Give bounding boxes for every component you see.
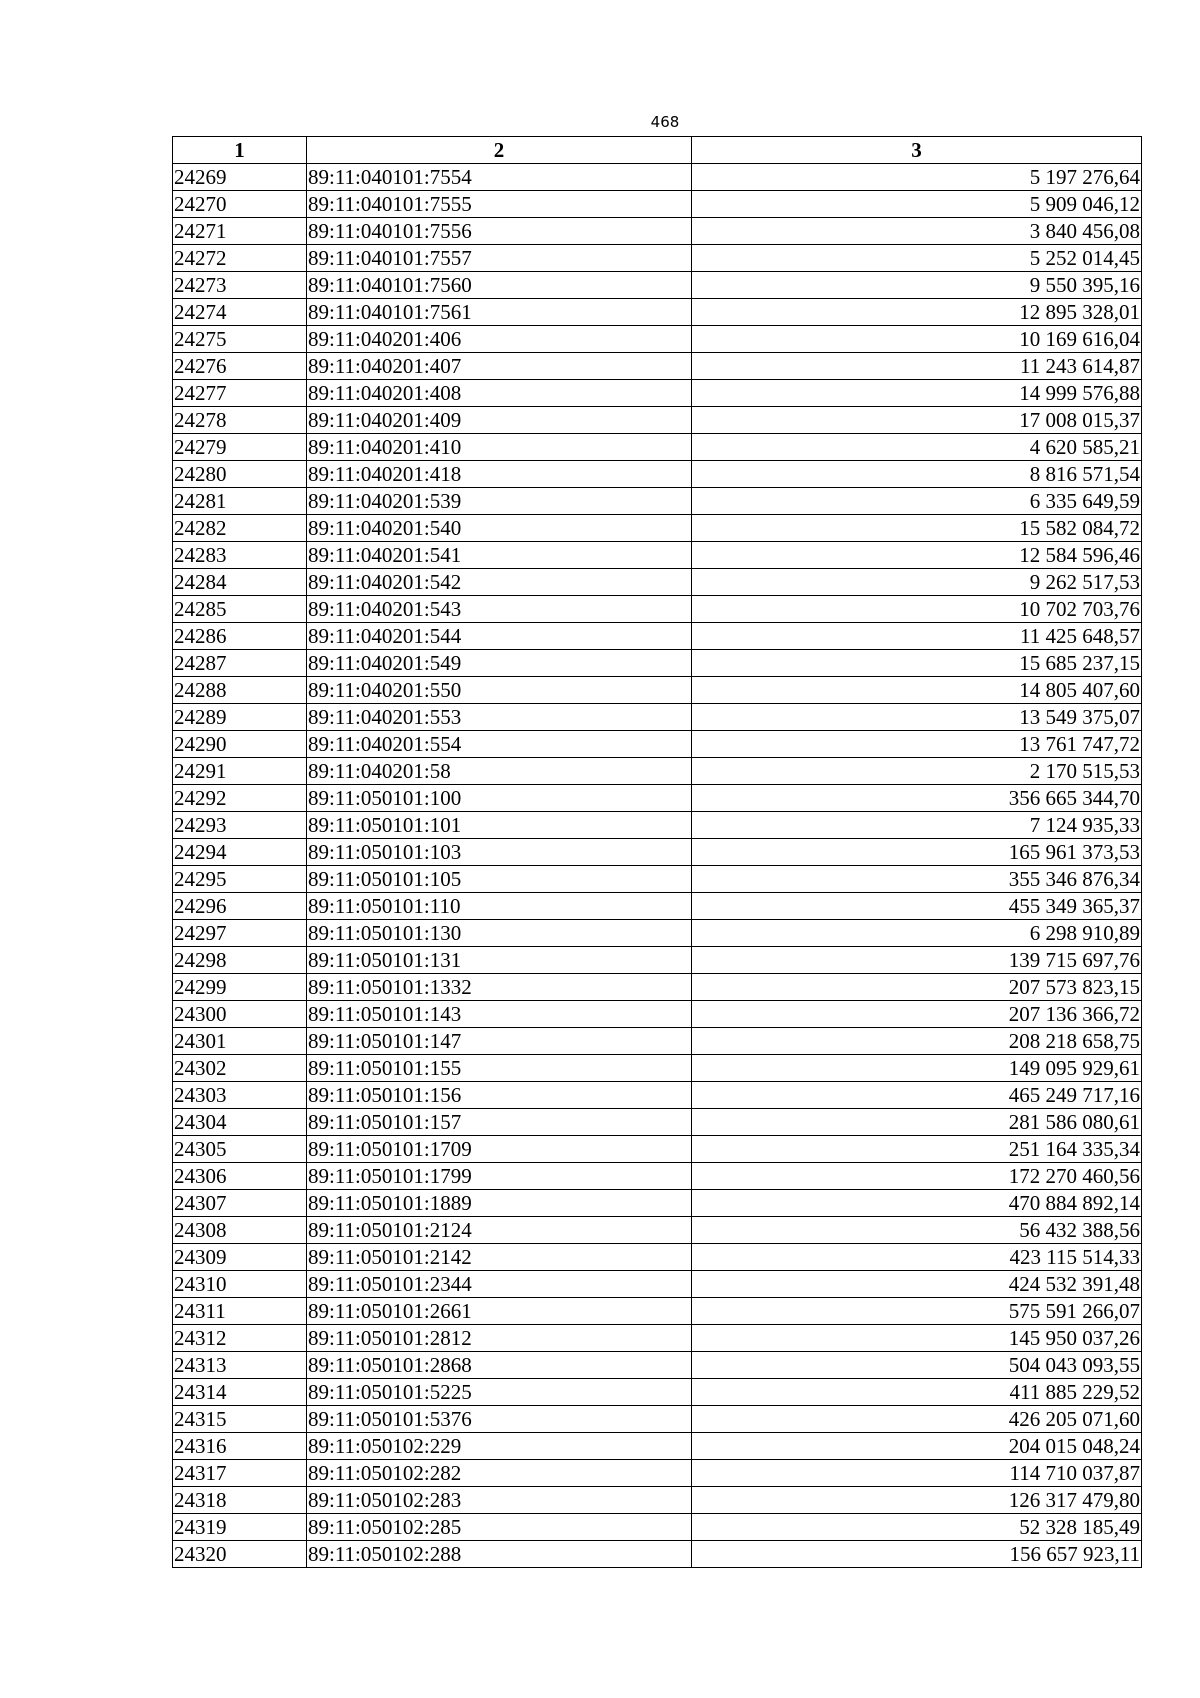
row-number-cell: 24293 (173, 812, 307, 839)
row-number-cell: 24281 (173, 488, 307, 515)
cadastral-number-cell: 89:11:050101:155 (307, 1055, 692, 1082)
table-body (173, 164, 1142, 1568)
cadastral-value-cell: 426 205 071,60 (692, 1406, 1142, 1433)
row-number-cell: 24284 (173, 569, 307, 596)
row-number-cell: 24300 (173, 1001, 307, 1028)
table-row (173, 893, 1142, 920)
row-number-cell: 24297 (173, 920, 307, 947)
cadastral-number-cell: 89:11:040101:7555 (307, 191, 692, 218)
cadastral-value-cell: 5 197 276,64 (692, 164, 1142, 191)
row-number-cell: 24318 (173, 1487, 307, 1514)
table-row (173, 704, 1142, 731)
cadastral-number-cell: 89:11:050101:1889 (307, 1190, 692, 1217)
table-row (173, 326, 1142, 353)
cadastral-value-cell: 8 816 571,54 (692, 461, 1142, 488)
table-row (173, 1514, 1142, 1541)
table-row (173, 677, 1142, 704)
cadastral-number-cell: 89:11:040201:409 (307, 407, 692, 434)
row-number-cell: 24307 (173, 1190, 307, 1217)
cadastral-value-cell: 10 169 616,04 (692, 326, 1142, 353)
cadastral-number-cell: 89:11:040201:406 (307, 326, 692, 353)
table-row (173, 164, 1142, 191)
cadastral-value-cell: 14 999 576,88 (692, 380, 1142, 407)
cadastral-value-cell: 575 591 266,07 (692, 1298, 1142, 1325)
table-row (173, 1163, 1142, 1190)
table-row (173, 1379, 1142, 1406)
cadastral-number-cell: 89:11:040101:7557 (307, 245, 692, 272)
cadastral-number-cell: 89:11:040201:418 (307, 461, 692, 488)
cadastral-number-cell: 89:11:040201:408 (307, 380, 692, 407)
cadastral-value-cell: 126 317 479,80 (692, 1487, 1142, 1514)
table-row (173, 1460, 1142, 1487)
table-row (173, 299, 1142, 326)
cadastral-number-cell: 89:11:040201:539 (307, 488, 692, 515)
cadastral-number-cell: 89:11:050101:131 (307, 947, 692, 974)
table-row (173, 1190, 1142, 1217)
cadastral-number-cell: 89:11:040101:7561 (307, 299, 692, 326)
cadastral-number-cell: 89:11:050101:103 (307, 839, 692, 866)
cadastral-value-cell: 156 657 923,11 (692, 1541, 1142, 1568)
row-number-cell: 24309 (173, 1244, 307, 1271)
cadastral-number-cell: 89:11:050102:283 (307, 1487, 692, 1514)
table-row (173, 488, 1142, 515)
cadastral-value-cell: 17 008 015,37 (692, 407, 1142, 434)
cadastral-number-cell: 89:11:040101:7554 (307, 164, 692, 191)
cadastral-value-cell: 504 043 093,55 (692, 1352, 1142, 1379)
row-number-cell: 24320 (173, 1541, 307, 1568)
cadastral-value-cell: 204 015 048,24 (692, 1433, 1142, 1460)
row-number-cell: 24298 (173, 947, 307, 974)
cadastral-value-cell: 355 346 876,34 (692, 866, 1142, 893)
row-number-cell: 24271 (173, 218, 307, 245)
row-number-cell: 24305 (173, 1136, 307, 1163)
row-number-cell: 24312 (173, 1325, 307, 1352)
row-number-cell: 24280 (173, 461, 307, 488)
cadastral-value-cell: 423 115 514,33 (692, 1244, 1142, 1271)
row-number-cell: 24311 (173, 1298, 307, 1325)
table-row (173, 866, 1142, 893)
row-number-cell: 24315 (173, 1406, 307, 1433)
cadastral-value-cell: 172 270 460,56 (692, 1163, 1142, 1190)
table-row (173, 1298, 1142, 1325)
table-row (173, 974, 1142, 1001)
cadastral-number-cell: 89:11:050101:130 (307, 920, 692, 947)
page-number: 468 (650, 113, 680, 131)
column-header-2: 2 (307, 137, 692, 164)
cadastral-number-cell: 89:11:040201:58 (307, 758, 692, 785)
cadastral-number-cell: 89:11:050102:229 (307, 1433, 692, 1460)
row-number-cell: 24319 (173, 1514, 307, 1541)
cadastral-number-cell: 89:11:050101:1799 (307, 1163, 692, 1190)
table-row (173, 1541, 1142, 1568)
row-number-cell: 24272 (173, 245, 307, 272)
cadastral-value-cell: 15 582 084,72 (692, 515, 1142, 542)
cadastral-number-cell: 89:11:040201:542 (307, 569, 692, 596)
cadastral-number-cell: 89:11:040201:543 (307, 596, 692, 623)
cadastral-number-cell: 89:11:050102:288 (307, 1541, 692, 1568)
cadastral-number-cell: 89:11:040201:407 (307, 353, 692, 380)
cadastral-number-cell: 89:11:050101:1332 (307, 974, 692, 1001)
row-number-cell: 24277 (173, 380, 307, 407)
row-number-cell: 24296 (173, 893, 307, 920)
cadastral-value-cell: 356 665 344,70 (692, 785, 1142, 812)
cadastral-number-cell: 89:11:040101:7560 (307, 272, 692, 299)
table-row (173, 920, 1142, 947)
cadastral-number-cell: 89:11:040201:550 (307, 677, 692, 704)
table-row (173, 542, 1142, 569)
table-row (173, 596, 1142, 623)
row-number-cell: 24279 (173, 434, 307, 461)
cadastral-number-cell: 89:11:050101:5376 (307, 1406, 692, 1433)
row-number-cell: 24313 (173, 1352, 307, 1379)
row-number-cell: 24303 (173, 1082, 307, 1109)
cadastral-number-cell: 89:11:040201:553 (307, 704, 692, 731)
cadastral-value-cell: 52 328 185,49 (692, 1514, 1142, 1541)
row-number-cell: 24316 (173, 1433, 307, 1460)
table-row (173, 1028, 1142, 1055)
table-row (173, 407, 1142, 434)
table-row (173, 569, 1142, 596)
table-row (173, 1244, 1142, 1271)
row-number-cell: 24295 (173, 866, 307, 893)
table-row (173, 1001, 1142, 1028)
table-row (173, 218, 1142, 245)
cadastral-value-cell: 12 895 328,01 (692, 299, 1142, 326)
row-number-cell: 24310 (173, 1271, 307, 1298)
row-number-cell: 24287 (173, 650, 307, 677)
table-row (173, 515, 1142, 542)
cadastral-number-cell: 89:11:050101:2344 (307, 1271, 692, 1298)
row-number-cell: 24282 (173, 515, 307, 542)
table-row (173, 1325, 1142, 1352)
cadastral-number-cell: 89:11:050101:105 (307, 866, 692, 893)
cadastral-number-cell: 89:11:050101:156 (307, 1082, 692, 1109)
row-number-cell: 24283 (173, 542, 307, 569)
cadastral-value-cell: 251 164 335,34 (692, 1136, 1142, 1163)
cadastral-value-cell: 424 532 391,48 (692, 1271, 1142, 1298)
cadastral-value-cell: 11 243 614,87 (692, 353, 1142, 380)
table-row (173, 758, 1142, 785)
cadastral-value-cell: 13 761 747,72 (692, 731, 1142, 758)
cadastral-value-cell: 9 262 517,53 (692, 569, 1142, 596)
cadastral-value-cell: 10 702 703,76 (692, 596, 1142, 623)
cadastral-number-cell: 89:11:040201:549 (307, 650, 692, 677)
cadastral-value-cell: 13 549 375,07 (692, 704, 1142, 731)
table-row (173, 272, 1142, 299)
row-number-cell: 24302 (173, 1055, 307, 1082)
table-row (173, 1352, 1142, 1379)
cadastral-number-cell: 89:11:040201:410 (307, 434, 692, 461)
table-header-row (173, 137, 1142, 164)
cadastral-value-cell: 465 249 717,16 (692, 1082, 1142, 1109)
cadastral-number-cell: 89:11:040201:540 (307, 515, 692, 542)
table-row (173, 1433, 1142, 1460)
cadastral-number-cell: 89:11:050101:2661 (307, 1298, 692, 1325)
table-row (173, 245, 1142, 272)
cadastral-value-cell: 5 909 046,12 (692, 191, 1142, 218)
table-row (173, 1406, 1142, 1433)
table-row (173, 1055, 1142, 1082)
row-number-cell: 24292 (173, 785, 307, 812)
cadastral-number-cell: 89:11:050101:101 (307, 812, 692, 839)
cadastral-number-cell: 89:11:050101:1709 (307, 1136, 692, 1163)
row-number-cell: 24286 (173, 623, 307, 650)
table-row (173, 1487, 1142, 1514)
cadastral-value-cell: 281 586 080,61 (692, 1109, 1142, 1136)
row-number-cell: 24314 (173, 1379, 307, 1406)
cadastral-value-cell: 15 685 237,15 (692, 650, 1142, 677)
table-row (173, 1217, 1142, 1244)
table-row (173, 731, 1142, 758)
table-row (173, 1271, 1142, 1298)
cadastral-value-cell: 6 298 910,89 (692, 920, 1142, 947)
table-row (173, 380, 1142, 407)
cadastral-number-cell: 89:11:050101:2124 (307, 1217, 692, 1244)
row-number-cell: 24317 (173, 1460, 307, 1487)
cadastral-value-cell: 3 840 456,08 (692, 218, 1142, 245)
table-row (173, 650, 1142, 677)
row-number-cell: 24299 (173, 974, 307, 1001)
cadastral-value-cell: 208 218 658,75 (692, 1028, 1142, 1055)
cadastral-value-cell: 2 170 515,53 (692, 758, 1142, 785)
cadastral-value-cell: 5 252 014,45 (692, 245, 1142, 272)
row-number-cell: 24301 (173, 1028, 307, 1055)
cadastral-number-cell: 89:11:050101:157 (307, 1109, 692, 1136)
cadastral-value-cell: 411 885 229,52 (692, 1379, 1142, 1406)
row-number-cell: 24306 (173, 1163, 307, 1190)
table-row (173, 947, 1142, 974)
row-number-cell: 24270 (173, 191, 307, 218)
row-number-cell: 24276 (173, 353, 307, 380)
table-row (173, 461, 1142, 488)
cadastral-number-cell: 89:11:050102:285 (307, 1514, 692, 1541)
cadastral-value-cell: 6 335 649,59 (692, 488, 1142, 515)
cadastral-value-cell: 145 950 037,26 (692, 1325, 1142, 1352)
cadastral-number-cell: 89:11:050101:2142 (307, 1244, 692, 1271)
row-number-cell: 24275 (173, 326, 307, 353)
table-row (173, 785, 1142, 812)
row-number-cell: 24273 (173, 272, 307, 299)
cadastral-value-cell: 14 805 407,60 (692, 677, 1142, 704)
table-row (173, 812, 1142, 839)
cadastral-value-cell: 7 124 935,33 (692, 812, 1142, 839)
cadastral-value-cell: 470 884 892,14 (692, 1190, 1142, 1217)
table-row (173, 1136, 1142, 1163)
row-number-cell: 24269 (173, 164, 307, 191)
column-header-1: 1 (173, 137, 307, 164)
row-number-cell: 24290 (173, 731, 307, 758)
row-number-cell: 24289 (173, 704, 307, 731)
row-number-cell: 24294 (173, 839, 307, 866)
row-number-cell: 24304 (173, 1109, 307, 1136)
row-number-cell: 24308 (173, 1217, 307, 1244)
table-row (173, 623, 1142, 650)
table-row (173, 839, 1142, 866)
table-row (173, 1082, 1142, 1109)
cadastral-number-cell: 89:11:050101:2868 (307, 1352, 692, 1379)
row-number-cell: 24291 (173, 758, 307, 785)
cadastral-value-cell: 165 961 373,53 (692, 839, 1142, 866)
cadastral-value-cell: 4 620 585,21 (692, 434, 1142, 461)
cadastral-value-cell: 56 432 388,56 (692, 1217, 1142, 1244)
row-number-cell: 24285 (173, 596, 307, 623)
table-row (173, 1109, 1142, 1136)
cadastral-value-table (172, 136, 1142, 1568)
table-row (173, 191, 1142, 218)
cadastral-number-cell: 89:11:040201:541 (307, 542, 692, 569)
row-number-cell: 24274 (173, 299, 307, 326)
cadastral-number-cell: 89:11:040201:544 (307, 623, 692, 650)
table-row (173, 434, 1142, 461)
cadastral-number-cell: 89:11:050101:110 (307, 893, 692, 920)
cadastral-value-cell: 139 715 697,76 (692, 947, 1142, 974)
row-number-cell: 24278 (173, 407, 307, 434)
cadastral-number-cell: 89:11:040101:7556 (307, 218, 692, 245)
cadastral-value-cell: 149 095 929,61 (692, 1055, 1142, 1082)
cadastral-number-cell: 89:11:050102:282 (307, 1460, 692, 1487)
cadastral-number-cell: 89:11:040201:554 (307, 731, 692, 758)
cadastral-number-cell: 89:11:050101:100 (307, 785, 692, 812)
cadastral-value-cell: 12 584 596,46 (692, 542, 1142, 569)
cadastral-number-cell: 89:11:050101:5225 (307, 1379, 692, 1406)
cadastral-number-cell: 89:11:050101:2812 (307, 1325, 692, 1352)
cadastral-value-cell: 114 710 037,87 (692, 1460, 1142, 1487)
cadastral-value-cell: 9 550 395,16 (692, 272, 1142, 299)
cadastral-value-cell: 455 349 365,37 (692, 893, 1142, 920)
cadastral-value-cell: 207 573 823,15 (692, 974, 1142, 1001)
cadastral-value-cell: 207 136 366,72 (692, 1001, 1142, 1028)
cadastral-number-cell: 89:11:050101:143 (307, 1001, 692, 1028)
cadastral-number-cell: 89:11:050101:147 (307, 1028, 692, 1055)
row-number-cell: 24288 (173, 677, 307, 704)
column-header-3: 3 (692, 137, 1142, 164)
cadastral-value-cell: 11 425 648,57 (692, 623, 1142, 650)
table-row (173, 353, 1142, 380)
